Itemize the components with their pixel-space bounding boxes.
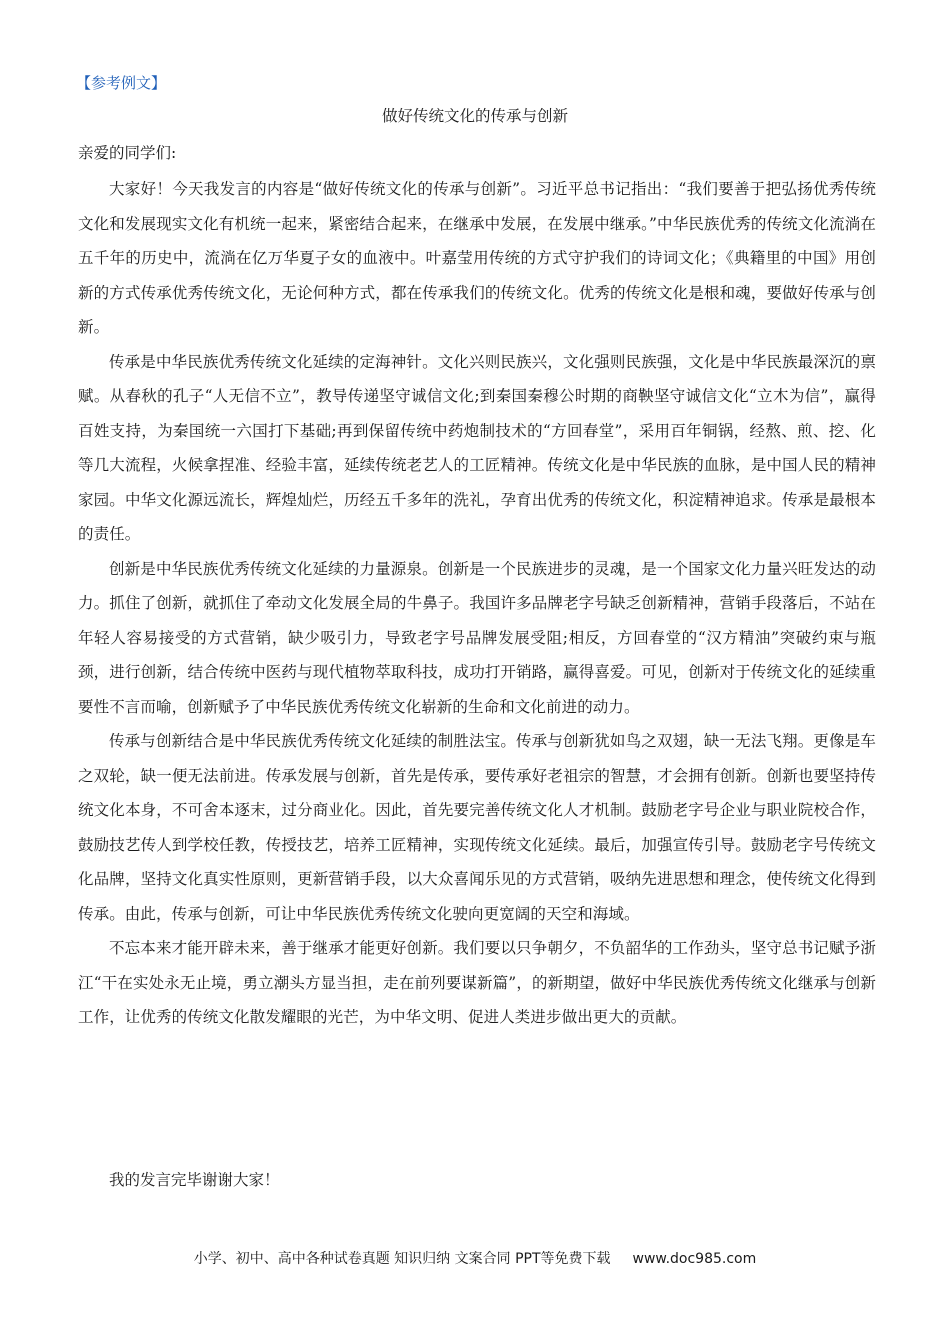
paragraph-5: 不忘本来才能开辟未来，善于继承才能更好创新。我们要以只争朝夕，不负韶华的工作劲头，坚守总书记赋予浙江“干在实处永无止境，勇立潮头方显当担，走在前列要谋新篇”，的新期望，做好中华民族优秀传统文化继承与创新工作，让优秀的传统文化散发耀眼的光芒，为中华文明、促进人类进步做出更大的贡献。 (78, 939, 876, 1026)
greeting: 亲爱的同学们: (78, 144, 177, 162)
closing-line: 我的发言完毕谢谢大家！ (109, 1171, 280, 1189)
page-footer (0, 1248, 950, 1268)
essay-body (78, 172, 876, 1035)
footer-url[interactable]: www.doc985.com (632, 1251, 757, 1267)
essay-title: 做好传统文化的传承与创新 (381, 107, 568, 125)
paragraph-2: 传承是中华民族优秀传统文化延续的定海神针。文化兴则民族兴，文化强则民族强，文化是中华民族最深沉的禀赋。从春秋的孔子“人无信不立”，教导传递坚守诚信文化;到秦国秦穆公时期的商鞅坚守诚信文化“立木为信”，赢得百姓支持，为秦国统一六国打下基础;再到保留传统中药炮制技术的“方回春堂”，采用百年铜锅，经熬、煎、挖、化等几大流程，火候拿捏准、经验丰富，延续传统老艺人的工匠精神。传统文化是中华民族的血脉，是中国人民的精神家园。中华文化源远流长，辉煌灿烂，历经五千多年的洗礼，孕育出优秀的传统文化，积淀精神追求。传承是最根本的责任。 (78, 352, 876, 543)
reference-tag: 【参考例文】 (76, 74, 167, 92)
footer-text: 小学、初中、高中各种试卷真题 知识归纳 文案合同 PPT等免费下载 (193, 1251, 611, 1267)
paragraph-3: 创新是中华民族优秀传统文化延续的力量源泉。创新是一个民族进步的灵魂，是一个国家文化力量兴旺发达的动力。抓住了创新，就抓住了牵动文化发展全局的牛鼻子。我国许多品牌老字号缺乏创新精神，营销手段落后，不站在年轻人容易接受的方式营销，缺少吸引力，导致老字号品牌发展受阻;相反，方回春堂的“汉方精油”突破约束与瓶颈，进行创新，结合传统中医药与现代植物萃取科技，成功打开销路，赢得喜爱。可见，创新对于传统文化的延续重要性不言而喻，创新赋予了中华民族优秀传统文化崭新的生命和文化前进的动力。 (78, 559, 876, 716)
paragraph-1: 大家好！今天我发言的内容是“做好传统文化的传承与创新”。习近平总书记指出：“我们要善于把弘扬优秀传统文化和发展现实文化有机统一起来，紧密结合起来，在继承中发展，在发展中继承。”中华民族优秀的传统文化流淌在五千年的历史中，流淌在亿万华夏子女的血液中。叶嘉莹用传统的方式守护我们的诗词文化；《典籍里的中国》用创新的方式传承优秀传统文化，无论何种方式，都在传承我们的传统文化。优秀的传统文化是根和魂，要做好传承与创新。 (78, 180, 876, 336)
paragraph-4: 传承与创新结合是中华民族优秀传统文化延续的制胜法宝。传承与创新犹如鸟之双翅，缺一无法飞翔。更像是车之双轮，缺一便无法前进。传承发展与创新，首先是传承，要传承好老祖宗的智慧，才会拥有创新。创新也要坚持传统文化本身，不可舍本逐末，过分商业化。因此，首先要完善传统文化人才机制。鼓励老字号企业与职业院校合作，鼓励技艺传人到学校任教，传授技艺，培养工匠精神，实现传统文化延续。最后，加强宣传引导。鼓励老字号传统文化品牌，坚持文化真实性原则，更新营销手段，以大众喜闻乐见的方式营销，吸纳先进思想和理念，使传统文化得到传承。由此，传承与创新，可让中华民族优秀传统文化驶向更宽阔的天空和海域。 (78, 732, 876, 923)
